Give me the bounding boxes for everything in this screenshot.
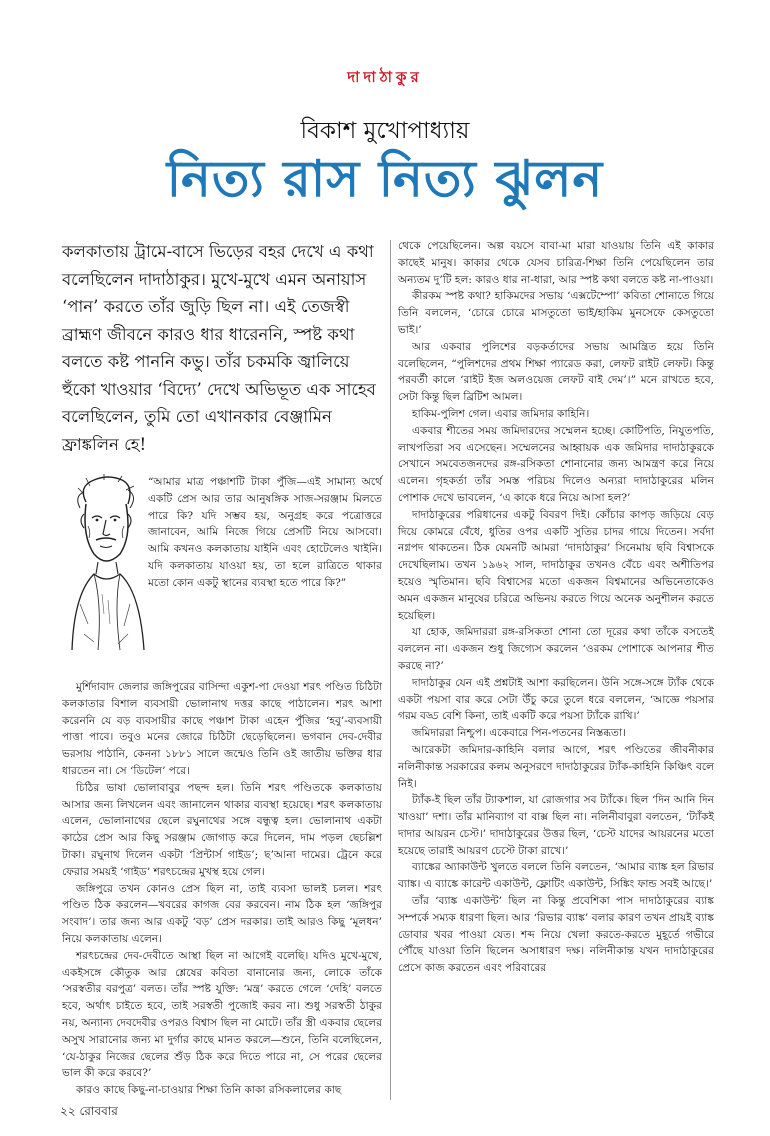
- body-paragraph: কীরকম স্পষ্ট কথা? হাকিমদের সভায় ‘এক্সটেম্পো’ কবিতা শোনাতে গিয়ে তিনি বললেন, ‘চোরে চোরে মাসতুতো ভাই/হাকিম মুনসেফে কেসতুতো ভাই।’: [398, 290, 714, 336]
- portrait-sketch-icon: [64, 474, 148, 652]
- body-paragraph: চিঠির ভাষা ভোলাবাবুর পছন্দ হল। তিনি শরৎ পণ্ডিতকে কলকাতায় আসার জন্য লিখলেন এবং জানালেন থাকার ব্যবস্থা হয়েছে। শরৎ কলকাতায় এলেন, ভোলানাথের ছেলে রঘুনাথের সঙ্গে বন্ধুত্ব হল। ভোলানাথ একটা কাঠের প্রেস আর কিছু সরঞ্জাম জোগাড় করে দিলেন, দাম পড়ল ছেচল্লিশ টাকা। রঘুনাথ দিলেন একটা ‘প্রিন্টার্স গাইড’; ছ’আনা দামের। ট্রেনে করে ফেরার সময়ই ‘গাইড’ শরৎচন্দ্রের মুখস্থ হয়ে গেল।: [62, 781, 382, 878]
- article-title: নিত্য রাস নিত্য ঝুলন: [166, 150, 604, 208]
- intro-paragraph: কলকাতায় ট্রামে-বাসে ভিড়ের বহর দেখে এ কথা বলেছিলেন দাদাঠাকুর। মুখে-মুখে এমন অনায়াস ‘পান’ করতে তাঁর জুড়ি ছিল না। এই তেজস্বী ব্রাহ্মণ জীবনে কারও ধার ধারেননি, স্পষ্ট কথা বলতে কষ্ট পাননি কভু। তাঁর চকমকি জ্বালিয়ে হুঁকো খাওয়ার ‘বিদ্যে’ দেখে অভিভূত এক সাহেব বলেছিলেন, তুমি তো এখানকার বেঞ্জামিন ফ্রাঙ্কলিন হে!: [62, 242, 376, 454]
- body-paragraph: একবার শীতের সময় জমিদারদের সম্মেলন হচ্ছে। কোটিপতি, নিযুতপতি, লাখপতিরা সব এসেছেন। সম্মেলনের আহ্বায়ক এক জমিদার দাদাঠাকুরকে সেখানে সমবেতজনদের রঙ্গ-রসিকতা শোনানোর জন্য আমন্ত্রণ করে নিয়ে এলেন। গৃহকর্তা তাঁর সমস্ত পরিচয় দিলেও অন্যরা দাদাঠাকুরের মলিন পোশাক দেখে ভাবলেন, ‘এ কাকে ধরে নিয়ে আসা হল?’: [398, 424, 714, 504]
- body-paragraph: ট্যাঁক-ই ছিল তাঁর ট্যাকশাল, যা রোজগার সব ট্যাঁকে। ছিল ‘দিন আনি দিন খাওয়া’ দশা। তাঁর মানিব্যাগ বা বাক্স ছিল না। নলিনীবাবুরা বলতেন, ‘ট্যাঁকই দাদার আয়রন চেস্ট।’ দাদাঠাকুরের উত্তর ছিল, ‘চেস্ট যাদের আয়রনের মতো হয়েছে তারাই আয়রণ চেস্টে টাকা রাখে।’: [398, 794, 714, 857]
- illustration-row: [62, 474, 382, 679]
- body-paragraph: দাদাঠাকুরের পরিধানের একটু বিবরণ দিই। কোঁচার কাপড় জড়িয়ে বেড় দিয়ে কোমরে বেঁধে, ধুতির ওপর একটি সুতির চাদর গায়ে দিতেন। সর্বদা নগ্নপদ থাকতেন। ঠিক যেমনটি আমরা ‘দাদাঠাকুর’ সিনেমায় ছবি বিশ্বাসকে দেখেছিলাম। তখন ১৯৬২ সাল, দাদাঠাকুর তখনও বেঁচে এবং অশীতিপর হয়েও স্মৃতিমান। ছবি বিশ্বাসের মতো একজন বিশ্বমানের অভিনেতাকেও অমন একজন মানুষের চরিত্রে অভিনয় করতে গিয়ে অনেক অনুশীলন করতে হয়েছিল।: [398, 508, 714, 622]
- author-name: বিকাশ মুখোপাধ্যায়: [300, 118, 470, 144]
- page-footer: [60, 1103, 118, 1123]
- quoted-letter: “আমার মাত্র পঞ্চাশটি টাকা পুঁজি—এই সামান্য অর্থে একটি প্রেস আর তার আনুষঙ্গিক সাজ-সরঞ্জাম মিলতে পারে কি? যদি সম্ভব হয়, অনুগ্রহ করে পত্রোত্তরে জানাবেন, আমি নিজে গিয়ে প্রেসটি নিয়ে আসবো। আমি কখনও কলকাতায় যাইনি এবং হোটেলেও খাইনি। যদি কলকাতায় যাওয়া হয়, তা হলে রাত্রিতে থাকার মতো কোন একটু স্থানের ব্যবস্থা হতে পারে কি?”: [148, 476, 382, 589]
- left-column: [62, 238, 382, 1099]
- body-paragraph: জঙ্গিপুরে তখন কোনও প্রেস ছিল না, তাই ব্যবসা ভালই চলল। শরৎ পণ্ডিত ঠিক করলেন—খবরের কাগজ বের করবেন। নাম ঠিক হল ‘জঙ্গিপুর সংবাদ’। তার জন্য আর একটু ‘বড়’ প্রেস দরকার। তাই আরও কিছু ‘মূলধন’ নিয়ে কলকাতায় এলেন।: [62, 882, 382, 945]
- left-body-text: [62, 679, 382, 1099]
- body-paragraph: মুর্শিদাবাদ জেলার জঙ্গিপুরের বাসিন্দা একুশ-পা দেওয়া শরৎ পণ্ডিত চিঠিটা কলকাতার বিশাল ব্যবসায়ী ভোলানাথ দত্তর কাছে পাঠালেন। শরৎ আশা করেননি যে বড় ব্যবসায়ীর কাছে পঞ্চাশ টাকা এহেন পুঁজির ‘হবু’-ব্যবসায়ী পাত্তা পাবে। তবুও মনের জোরে চিঠিটা ছেড়েছিলেন। ভগবান দেব-দেবীর ভরসায় পাঠানি, কেননা ১৮৮১ সালে জন্মেও তিনি ওই জাতীয় ভক্তির ধার ধারতেন না। সে ‘ডিটেল’ পরে।: [62, 681, 382, 777]
- right-column: [398, 238, 714, 977]
- body-paragraph: দাদাঠাকুর যেন এই প্রশ্নটাই আশা করছিলেন। উনি সঙ্গে-সঙ্গে ট্যাঁক থেকে একটা পয়সা বার করে সেটা উঁচু করে তুলে ধরে বললেন, ‘আজ্ঞে পয়সার গরম বড্ড বেশি কিনা, তাই একটি করে পয়সা ট্যাঁকে রাখি।’: [398, 676, 714, 723]
- body-paragraph: আরেকটা জমিদার-কাহিনি বলার আগে, শরৎ পণ্ডিতের জীবনীকার নলিনীকান্ত সরকারের কলম অনুসরণে দাদাঠাকুরের ট্যাঁক-কাহিনি কিঞ্চিৎ বলে নিই।: [398, 743, 714, 790]
- body-paragraph: ব্যাঙ্কের অ্যাকাউন্ট খুলতে বললে তিনি বলতেন, ‘আমার ব্যাঙ্ক হল রিভার ব্যাঙ্ক। এ ব্যাঙ্কে কারেন্ট একাউন্ট, ফ্লোটিং একাউন্ট, সিঙ্কিং ফান্ড সবই আছে।’: [398, 861, 714, 891]
- publication-name: রোববার: [79, 1104, 118, 1118]
- body-paragraph: হাকিম-পুলিশ গেল। এবার জমিদার কাহিনি।: [412, 407, 590, 420]
- section-label: দাদাঠাকুর: [347, 68, 423, 86]
- body-paragraph: কারও কাছে কিছু-না-চাওয়ার শিক্ষা তিনি কাকা রসিকলালের কাছ: [76, 1084, 342, 1097]
- body-paragraph: যা হোক, জমিদাররা রঙ্গ-রসিকতা শোনা তো দূরের কথা তাঁকে বসতেই বললেন না। একজন শুধু জিগ্যেস করলেন ‘ওরকম পোশাকে আপনার শীত করছে না?’: [398, 626, 714, 672]
- body-paragraph: আর একবার পুলিশের বড়কর্তাদের সভায় আমন্ত্রিত হয়ে তিনি বলেছিলেন, “পুলিশদের প্রথম শিক্ষা প্যারেড করা, লেফট রাইট লেফট। কিন্তু পরবর্তী কালে ‘রাইট ইজ অলওয়েজ লেফট বাই দেম’।” মনে রাখতে হবে, সেটা কিন্তু ছিল ব্রিটিশ আমল।: [398, 340, 714, 404]
- page-number: ২২: [60, 1104, 76, 1118]
- body-paragraph: তাঁর ‘ব্যাঙ্ক একাউন্ট’ ছিল না কিন্তু প্রবেশিকা পাস দাদাঠাকুরের ব্যাঙ্ক সম্পর্কে সম্যক ধারণা ছিল। আর ‘রিভার ব্যাঙ্ক’ বলার কারণ তখন প্রায়ই ব্যাঙ্ক ডোবার খবর পাওয়া যেত। শব্দ নিয়ে খেলা করতে-করতে মুহূর্তে গভীরে পৌঁছে যাওয়া তিনি ছিলেন অসাধারণ দক্ষ। নলিনীকান্ত যখন দাদাঠাকুরের প্রেসে কাজ করতেন এবং পরিবারের: [398, 895, 714, 975]
- body-paragraph: থেকে পেয়েছিলেন। অল্প বয়সে বাবা-মা মারা যাওয়ায় তিনি এই কাকার কাছেই মানুষ। কাকার থেকে যেসব চারিত্র-শিক্ষা তিনি পেয়েছিলেন তার অন্যতম দু’টি হল: কারও ধার না-ধারা, আর স্পষ্ট কথা বলতে কষ্ট না-পাওয়া।: [398, 240, 714, 286]
- body-paragraph: জমিদাররা নিশ্চুপ। একেবারে পিন-পতনের নিস্তব্ধতা।: [412, 727, 626, 740]
- body-paragraph: শরৎচন্দ্রের দেব-দেবীতে আস্থা ছিল না আগেই বলেছি। যদিও মুখে-মুখে, একইসঙ্গে কৌতুক আর শ্লেষের কবিতা বানানোর জন্য, লোকে তাঁকে ‘সরস্বতীর বরপুত্র’ বলত। তাঁর স্পষ্ট যুক্তি: ‘মন্ত্র’ করতে গেলে ‘দেহি’ বলতে হবে, অর্থাৎ চাইতে হবে, তাই সরস্বতী পুজোই করব না। শুধু সরস্বতী ঠাকুর নয়, অন্যান্য দেবদেবীর ওপরও বিশ্বাস ছিল না মোটে। তাঁর স্ত্রী একবার ছেলের অসুখ সারানোর জন্য মা দুর্গার কাছে মানত করলে—শুনে, তিনি বলেছিলেন, ‘যে-ঠাকুর নিজের ছেলের শুঁড় ঠিক করে দিতে পারে না, সে পরের ছেলের ভাল কী করে করবে?’: [62, 949, 382, 1080]
- column-divider: [390, 240, 391, 1100]
